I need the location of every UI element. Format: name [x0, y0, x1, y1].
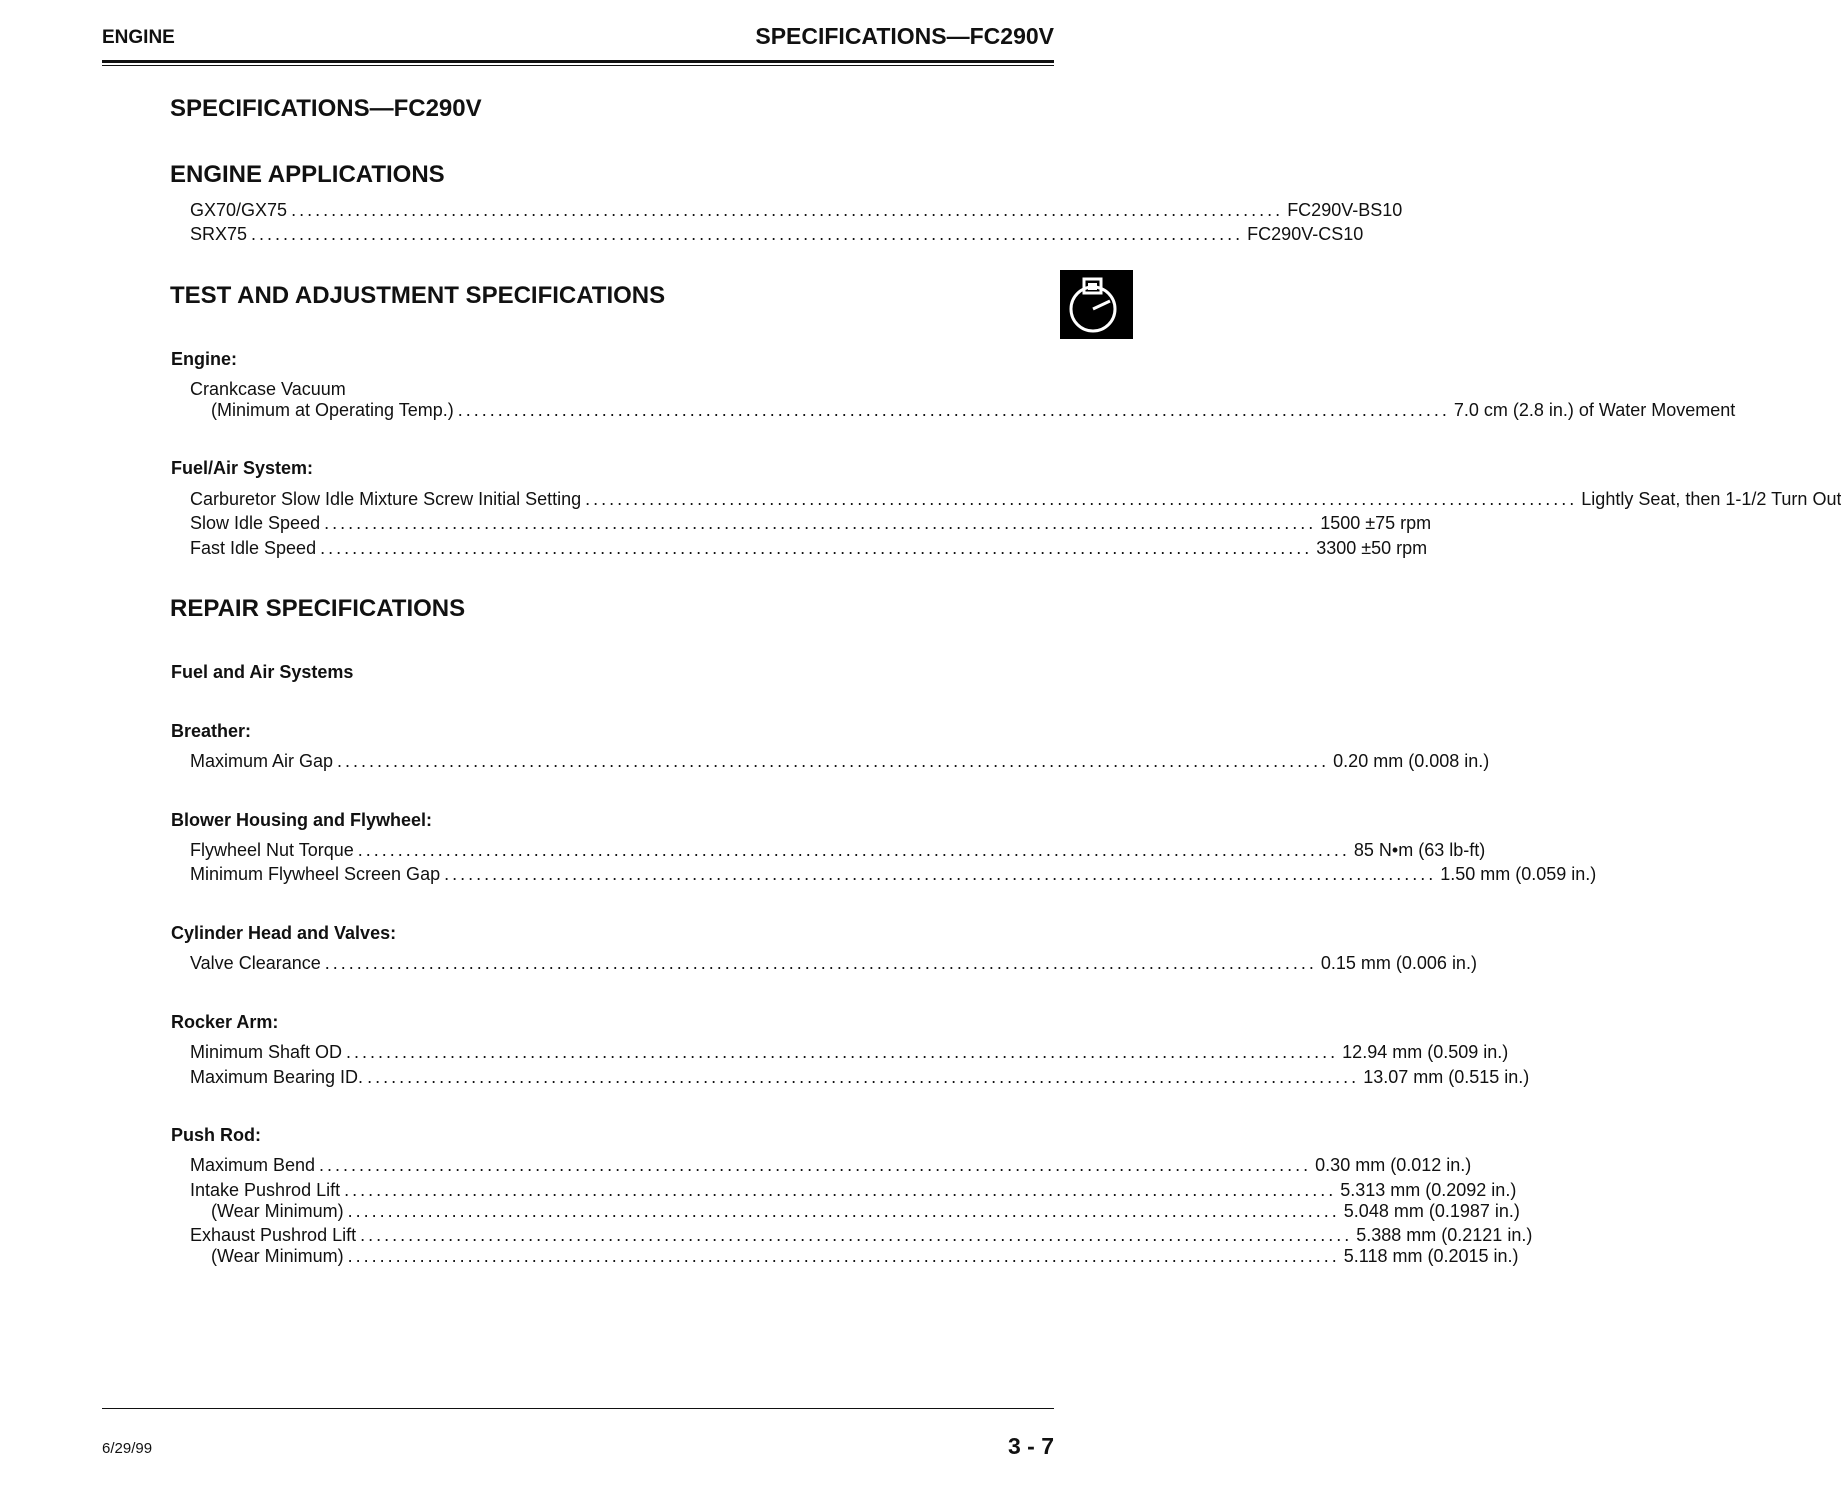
spec-label: Valve Clearance [190, 953, 321, 973]
dot-leader: ............................................................................................................................ [347, 1201, 1340, 1221]
spec-value: 5.313 mm (0.2092 in.) [1340, 1180, 1517, 1200]
spec-value: 5.388 mm (0.2121 in.) [1356, 1225, 1533, 1245]
dot-leader: ............................................................................................................................ [324, 953, 1317, 973]
spec-value: 1.50 mm (0.059 in.) [1440, 864, 1597, 884]
dot-leader: ............................................................................................................................ [367, 1067, 1360, 1087]
spec-row [190, 1224, 1533, 1246]
dot-leader: ............................................................................................................................ [251, 224, 1244, 244]
spec-value: 1500 ±75 rpm [1320, 513, 1432, 533]
fuel-air-subheading: Fuel/Air System: [171, 458, 314, 478]
running-header-section: ENGINE [102, 27, 175, 48]
spec-label: Flywheel Nut Torque [190, 840, 354, 860]
spec-label: Maximum Bend [190, 1155, 316, 1175]
spec-label: Minimum Shaft OD [190, 1042, 343, 1062]
dot-leader: ............................................................................................................................ [344, 1180, 1337, 1200]
blower-subheading: Blower Housing and Flywheel: [171, 810, 433, 830]
push-rod-subheading: Push Rod: [171, 1125, 261, 1145]
dot-leader: ............................................................................................................................ [324, 513, 1317, 533]
spec-label: GX70/GX75 [190, 200, 288, 220]
dot-leader: ............................................................................................................................ [357, 840, 1350, 860]
spec-row [190, 863, 1597, 885]
page-number: 3 - 7 [1007, 1433, 1054, 1459]
spec-row [211, 399, 1736, 421]
spec-row [190, 512, 1432, 534]
spec-value: Lightly Seat, then 1-1/2 Turn Out [1581, 489, 1841, 509]
spec-label: Maximum Bearing ID. [190, 1067, 364, 1087]
spec-row [190, 750, 1490, 772]
test-adjustment-heading: TEST AND ADJUSTMENT SPECIFICATIONS [170, 282, 666, 309]
spec-value: FC290V-BS10 [1287, 200, 1403, 220]
spec-label: (Minimum at Operating Temp.) [211, 400, 454, 420]
footer-date: 6/29/99 [102, 1440, 153, 1457]
spec-value: 0.20 mm (0.008 in.) [1333, 751, 1490, 771]
dot-leader: ............................................................................................................................ [585, 489, 1578, 509]
spec-label: SRX75 [190, 224, 248, 244]
spec-row [190, 1041, 1509, 1063]
engine-subheading: Engine: [171, 349, 237, 369]
spec-value: 0.15 mm (0.006 in.) [1320, 953, 1477, 973]
footer-rule [102, 1408, 1054, 1409]
header-rule [102, 60, 1054, 63]
engine-applications-heading: ENGINE APPLICATIONS [170, 161, 445, 188]
header-rule-thin [102, 65, 1054, 66]
spec-row [211, 1200, 1520, 1222]
spec-label: Fast Idle Speed [190, 538, 317, 558]
spec-row [211, 1245, 1519, 1267]
dot-leader: ............................................................................................................................ [347, 1246, 1340, 1266]
breather-subheading: Breather: [171, 721, 252, 741]
cylinder-head-subheading: Cylinder Head and Valves: [171, 923, 397, 943]
spec-label: Exhaust Pushrod Lift [190, 1225, 357, 1245]
spec-label: Minimum Flywheel Screen Gap [190, 864, 441, 884]
dot-leader: ............................................................................................................................ [319, 1155, 1312, 1175]
repair-heading: REPAIR SPECIFICATIONS [170, 595, 466, 622]
spec-label: Carburetor Slow Idle Mixture Screw Initial Setting [190, 489, 582, 509]
spec-label: Intake Pushrod Lift [190, 1180, 341, 1200]
spec-label: (Wear Minimum) [211, 1246, 344, 1266]
spec-label: (Wear Minimum) [211, 1201, 344, 1221]
dot-leader: ............................................................................................................................ [337, 751, 1330, 771]
spec-row [190, 199, 1403, 221]
spec-value: 5.118 mm (0.2015 in.) [1343, 1246, 1519, 1266]
spec-value: 0.30 mm (0.012 in.) [1315, 1155, 1472, 1175]
spec-row [190, 1066, 1530, 1088]
spec-label: Slow Idle Speed [190, 513, 321, 533]
spec-row [190, 537, 1428, 559]
dot-leader: ............................................................................................................................ [444, 864, 1437, 884]
running-header-title: SPECIFICATIONS—FC290V [755, 23, 1054, 49]
fuel-air-systems-subheading: Fuel and Air Systems [171, 662, 354, 682]
rocker-arm-subheading: Rocker Arm: [171, 1012, 279, 1032]
spec-value: 13.07 mm (0.515 in.) [1363, 1067, 1530, 1087]
dot-leader: ............................................................................................................................ [346, 1042, 1339, 1062]
page-title: SPECIFICATIONS—FC290V [170, 95, 482, 122]
spec-value: 3300 ±50 rpm [1316, 538, 1428, 558]
spec-value: 5.048 mm (0.1987 in.) [1343, 1201, 1520, 1221]
engine-section-icon [1060, 270, 1133, 339]
spec-row [190, 223, 1364, 245]
spec-label: Crankcase Vacuum [190, 379, 346, 399]
spec-value: 12.94 mm (0.509 in.) [1342, 1042, 1509, 1062]
spec-value: 85 N•m (63 lb-ft) [1353, 840, 1486, 860]
spec-value: 7.0 cm (2.8 in.) of Water Movement [1453, 400, 1736, 420]
spec-row [190, 839, 1486, 861]
dot-leader: ............................................................................................................................ [457, 400, 1450, 420]
spec-row [190, 952, 1477, 974]
dot-leader: ............................................................................................................................ [291, 200, 1284, 220]
section-tab [1060, 270, 1133, 339]
dot-leader: ............................................................................................................................ [360, 1225, 1353, 1245]
spec-label: Maximum Air Gap [190, 751, 334, 771]
spec-row [190, 1154, 1472, 1176]
spec-value: FC290V-CS10 [1247, 224, 1364, 244]
dot-leader: ............................................................................................................................ [320, 538, 1313, 558]
spec-row [190, 488, 1841, 510]
spec-row [190, 1179, 1517, 1201]
